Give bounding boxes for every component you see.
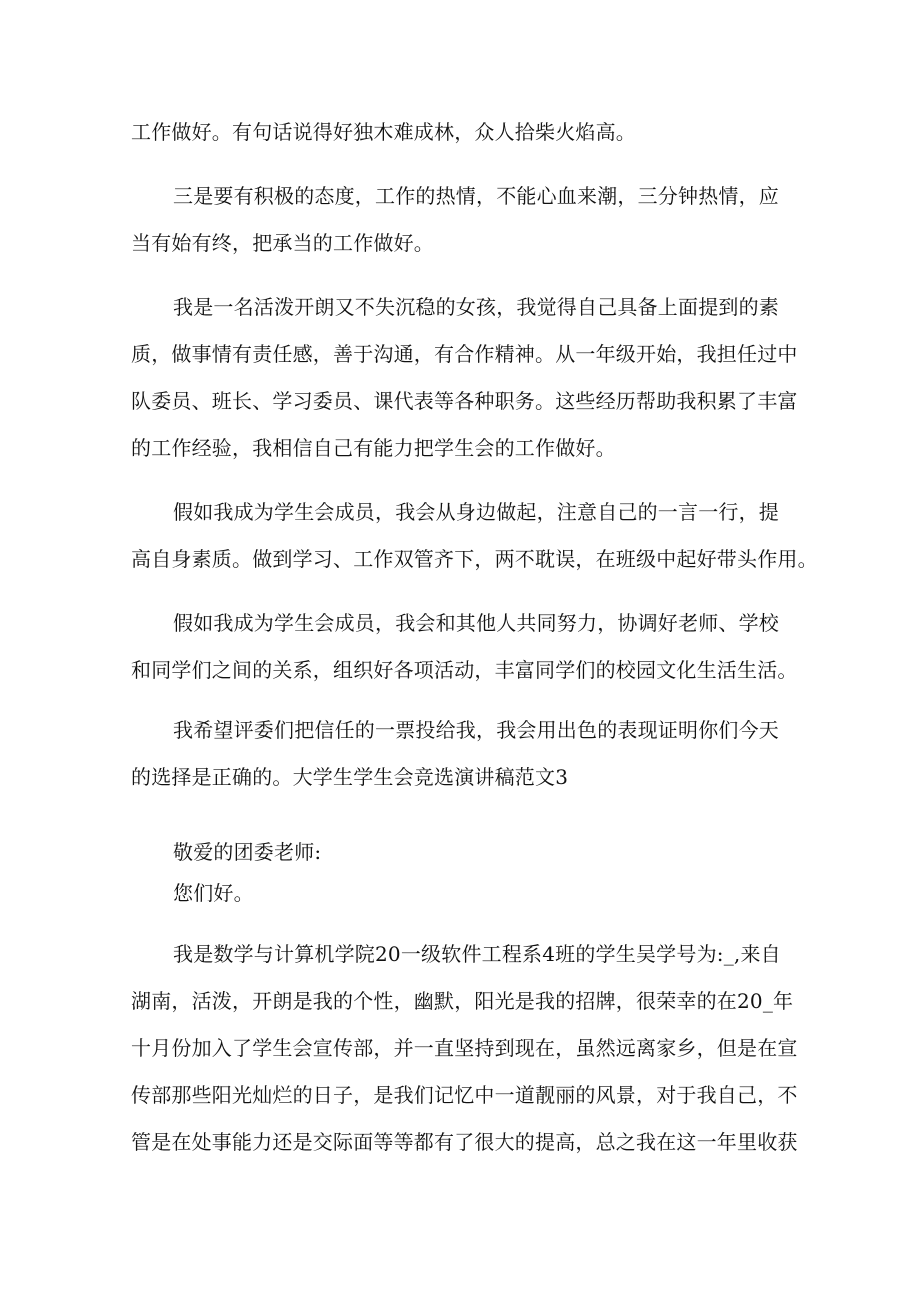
text-line: 敬爱的团委老师: <box>173 840 322 864</box>
text-line: 假如我成为学生会成员，我会和其他人共同努力，协调好老师、学校 <box>173 611 779 635</box>
text-line: 三是要有积极的态度，工作的热情，不能心血来潮，三分钟热情，应 <box>173 184 779 208</box>
text-line: 和同学们之间的关系，组织好各项活动，丰富同学们的校园文化生活生活。 <box>131 658 798 682</box>
text-line: 我是数学与计算机学院20一级软件工程系4班的学生吴学号为:_,来自 <box>173 942 781 966</box>
text-line: 高自身素质。做到学习、工作双管齐下，两不耽误，在班级中起好带头作用。 <box>131 547 818 571</box>
text-line: 您们好。 <box>173 881 254 905</box>
text-line: 质，做事情有责任感，善于沟通，有合作精神。从一年级开始，我担任过中 <box>131 342 798 366</box>
text-line: 的工作经验，我相信自己有能力把学生会的工作做好。 <box>131 436 616 460</box>
text-line: 假如我成为学生会成员，我会从身边做起，注意自己的一言一行，提 <box>173 500 779 524</box>
text-line: 我是一名活泼开朗又不失沉稳的女孩，我觉得自己具备上面提到的素 <box>173 295 779 319</box>
text-line: 当有始有终，把承当的工作做好。 <box>131 231 434 255</box>
text-line: 传部那些阳光灿烂的日子，是我们记忆中一道靓丽的风景，对于我自己，不 <box>131 1083 798 1107</box>
text-line: 我希望评委们把信任的一票投给我，我会用出色的表现证明你们今天 <box>173 718 779 742</box>
text-line: 湖南，活泼，开朗是我的个性，幽默，阳光是我的招牌，很荣幸的在20_年 <box>131 989 794 1013</box>
text-line: 十月份加入了学生会宣传部，并一直坚持到现在，虽然远离家乡，但是在宣 <box>131 1036 798 1060</box>
text-line: 工作做好。有句话说得好独木难成林，众人拾柴火焰高。 <box>131 120 636 144</box>
text-line: 队委员、班长、学习委员、课代表等各种职务。这些经历帮助我积累了丰富 <box>131 389 798 413</box>
text-line: 的选择是正确的。大学生学生会竞选演讲稿范文3 <box>131 765 569 789</box>
text-line: 管是在处事能力还是交际面等等都有了很大的提高，总之我在这一年里收获 <box>131 1130 798 1154</box>
